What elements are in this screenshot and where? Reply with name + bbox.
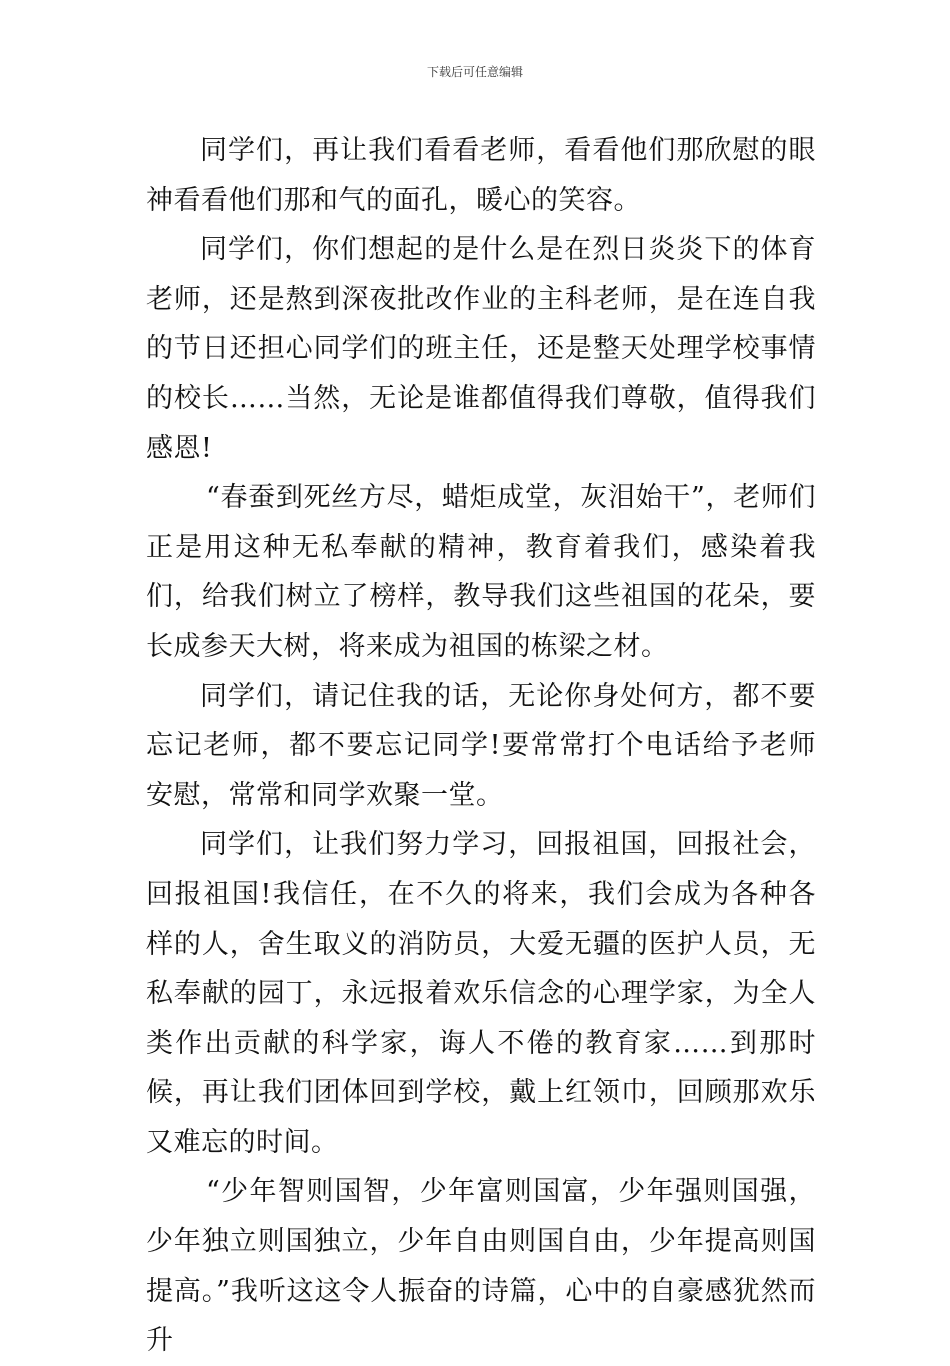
paragraph-4: 同学们，请记住我的话，无论你身处何方，都不要忘记老师，都不要忘记同学!要常常打个电话给予老师安慰，常常和同学欢聚一堂。: [146, 680, 816, 811]
page-header: 下载后可任意编辑: [426, 65, 523, 79]
paragraph-1: 同学们，再让我们看看老师，看看他们那欣慰的眼神看看他们那和气的面孔，暖心的笑容。: [146, 135, 816, 216]
paragraph-3: “春蚕到死丝方尽，蜡炬成堂，灰泪始干”，老师们正是用这种无私奉献的精神，教育着我们，感染着我们，给我们树立了榜样，教导我们这些祖国的花朵，要长成参天大树，将来成为祖国的栋梁之材。: [146, 482, 816, 662]
paragraph-6: “少年智则国智，少年富则国富，少年强则国强，少年独立则国独立，少年自由则国自由，少年提高则国提高。”我听这这令人振奋的诗篇，心中的自豪感犹然而升: [146, 1176, 816, 1357]
document-body: [146, 126, 816, 1366]
paragraph-2: 同学们，你们想起的是什么是在烈日炎炎下的体育老师，还是熬到深夜批改作业的主科老师，是在连自我的节日还担心同学们的班主任，还是整天处理学校事情的校长……当然，无论是谁都值得我们尊敬，值得我们感恩!: [146, 234, 816, 464]
paragraph-5: 同学们，让我们努力学习，回报祖国，回报社会，回报祖国!我信任，在不久的将来，我们会成为各种各样的人，舍生取义的消防员，大爱无疆的医护人员，无私奉献的园丁，永远报着欢乐信念的心理学家，为全人类作出贡献的科学家，诲人不倦的教育家……到那时候，再让我们团体回到学校，戴上红领巾，回顾那欢乐又难忘的时间。: [146, 829, 816, 1158]
